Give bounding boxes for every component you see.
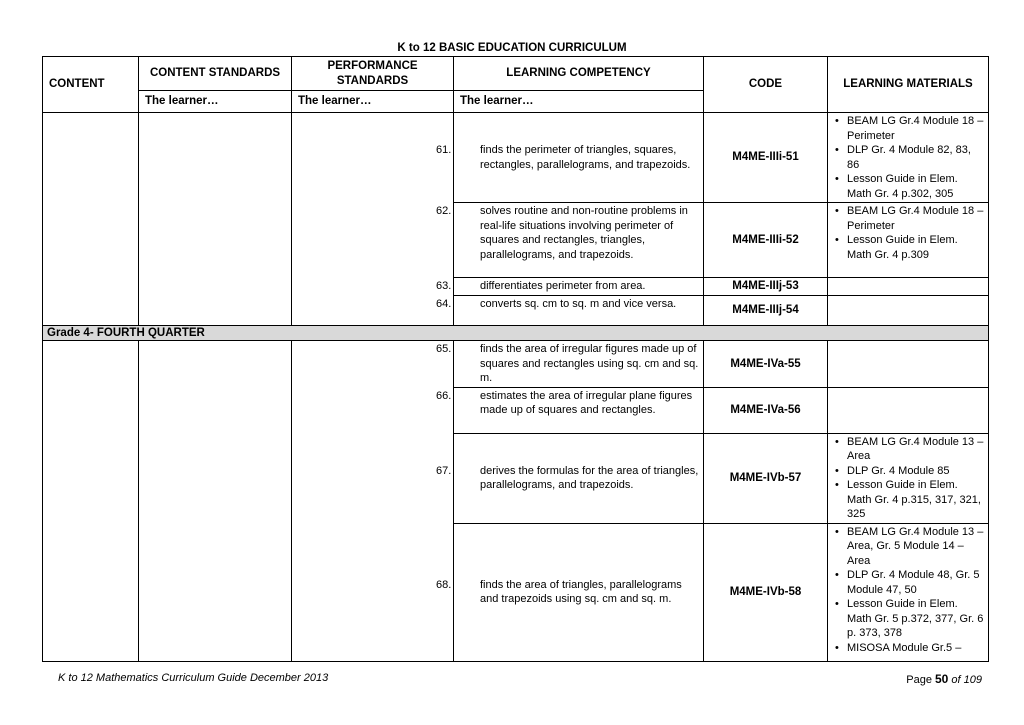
code-cell: M4ME-IIIj-53	[704, 278, 828, 296]
header-learner-1: The learner…	[139, 91, 292, 113]
list-item: • Lesson Guide in Elem. Math Gr. 4 p.302, 305	[835, 173, 958, 200]
code-cell: M4ME-IVa-55	[704, 341, 828, 388]
header-content-standards: CONTENT STANDARDS	[139, 57, 292, 91]
quarter-row	[43, 325, 989, 341]
table-row	[43, 341, 989, 388]
competency-cell: 63. differentiates perimeter from area.	[454, 278, 704, 296]
code-cell: M4ME-IVb-57	[704, 433, 828, 523]
header-learner-3: The learner…	[454, 91, 704, 113]
curriculum-table	[42, 56, 989, 662]
header-learner-2: The learner…	[292, 91, 454, 113]
materials-cell	[828, 341, 989, 388]
table-row	[43, 113, 989, 203]
materials-cell	[828, 523, 989, 661]
code-cell: M4ME-IVb-58	[704, 523, 828, 661]
list-item: • DLP Gr. 4 Module 82, 83, 86	[835, 144, 971, 171]
code-cell: M4ME-IIIi-52	[704, 203, 828, 278]
document-title: K to 12 BASIC EDUCATION CURRICULUM	[397, 42, 627, 54]
footer-page-number: Page 50 of 109	[906, 672, 982, 686]
list-item: • MISOSA Module Gr.5 –	[835, 641, 962, 654]
materials-cell	[828, 433, 989, 523]
competency-cell: 67. derives the formulas for the area of triangles, parallelograms, and trapezoids.	[454, 433, 704, 523]
code-cell: M4ME-IIIi-51	[704, 113, 828, 203]
competency-cell: 61. finds the perimeter of triangles, squares, rectangles, parallelograms, and trapezoids.	[454, 113, 704, 203]
list-item: • Lesson Guide in Elem. Math Gr. 5 p.372, 377, Gr. 6 p. 373, 378	[835, 598, 984, 639]
competency-cell: 66. estimates the area of irregular plane figures made up of squares and rectangles.	[454, 387, 704, 433]
performance-standards-cell	[292, 341, 454, 662]
header-learning-competency: LEARNING COMPETENCY	[454, 57, 704, 91]
performance-standards-cell	[292, 113, 454, 326]
materials-cell	[828, 387, 989, 433]
code-cell: M4ME-IIIj-54	[704, 295, 828, 325]
list-item: • Lesson Guide in Elem. Math Gr. 4 p.309	[835, 234, 958, 261]
list-item: • BEAM LG Gr.4 Module 13 – Area, Gr. 5 Module 14 – Area	[835, 525, 984, 567]
quarter-label: Grade 4- FOURTH QUARTER	[43, 325, 989, 341]
materials-cell	[828, 203, 989, 278]
list-item: • DLP Gr. 4 Module 48, Gr. 5 Module 47, 50	[835, 569, 980, 596]
code-cell: M4ME-IVa-56	[704, 387, 828, 433]
list-item: • BEAM LG Gr.4 Module 18 – Perimeter	[835, 205, 984, 232]
materials-cell	[828, 278, 989, 296]
competency-cell: 62. solves routine and non-routine problems in real-life situations involving perimeter of squares and rectangles, triangles, parallelograms, and trapezoids.	[454, 203, 704, 278]
list-item: • DLP Gr. 4 Module 85	[835, 464, 950, 477]
materials-cell	[828, 113, 989, 203]
competency-cell: 64. converts sq. cm to sq. m and vice versa.	[454, 295, 704, 325]
content-standards-cell	[139, 113, 292, 326]
header-content: CONTENT	[43, 57, 139, 113]
header-code: CODE	[704, 57, 828, 113]
content-cell	[43, 341, 139, 662]
list-item: • Lesson Guide in Elem. Math Gr. 4 p.315, 317, 321, 325	[835, 479, 981, 520]
list-item: • BEAM LG Gr.4 Module 13 – Area	[835, 435, 984, 462]
competency-cell: 68. finds the area of triangles, parallelograms and trapezoids using sq. cm and sq. m.	[454, 523, 704, 661]
competency-cell: 65. finds the area of irregular figures made up of squares and rectangles using sq. cm and sq. m.	[454, 341, 704, 388]
content-standards-cell	[139, 341, 292, 662]
header-performance-standards: PERFORMANCE STANDARDS	[292, 57, 454, 91]
header-learning-materials: LEARNING MATERIALS	[828, 57, 989, 113]
list-item: • BEAM LG Gr.4 Module 18 – Perimeter	[835, 115, 984, 142]
materials-cell	[828, 295, 989, 325]
footer-guide-title: K to 12 Mathematics Curriculum Guide December 2013	[58, 672, 329, 684]
content-cell	[43, 113, 139, 326]
